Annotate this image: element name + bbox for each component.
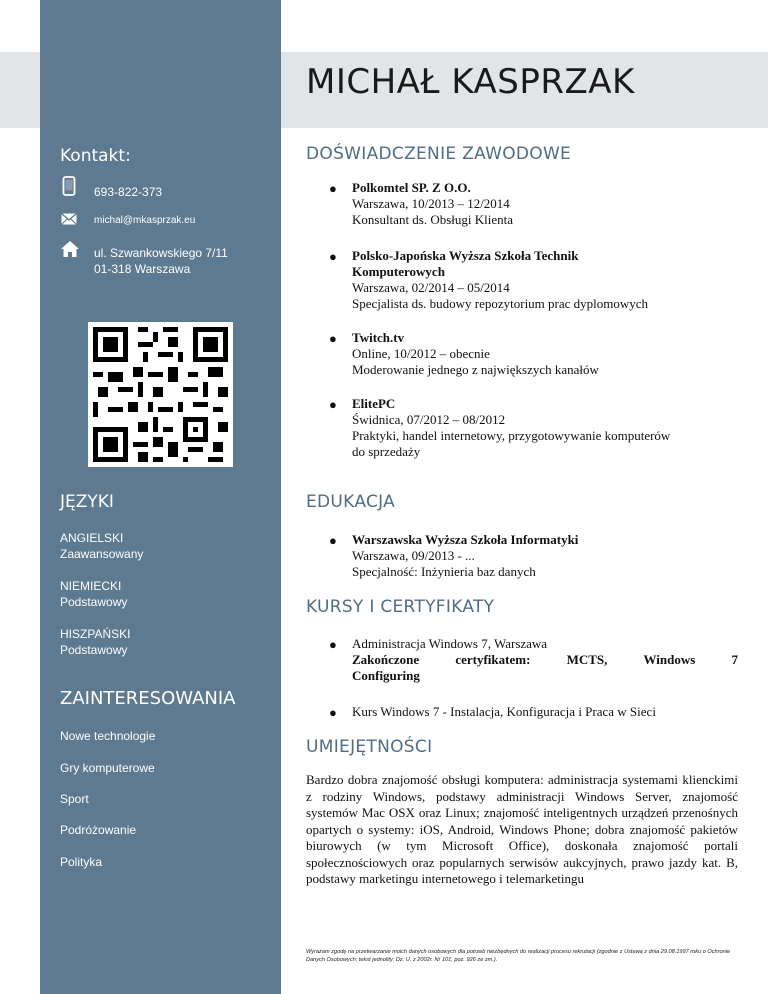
course-title: Kurs Windows 7 - Instalacja, Konfiguracja i Praca w Sieci [352,704,656,719]
language-name: ANGIELSKI [60,531,124,545]
job-role: Praktyki, handel internetowy, przygotowywanie komputerów [352,428,671,443]
consent-clause: Wyrażam zgodę na przetwarzanie moich danych osobowych dla potrzeb niezbędnych do realizacji procesu rekrutacji (zgodnie z Ustawą z dnia 29.08.1997 roku o Ochronie Danych Osobowych; tekst jednolity: Dz. U. z 2002r. Nr 101, poz. 926 ze zm.). [306,949,731,963]
company-name: Polkomtel SP. Z O.O. [352,180,471,195]
language-level: Zaawansowany [60,547,144,561]
address-line-1: ul. Szwankowskiego 7/11 [94,246,228,260]
skills-heading: UMIEJĘTNOŚCI [306,737,433,757]
envelope-icon [61,213,77,225]
bullet: ● [329,331,337,346]
cert-word: Windows [643,652,696,667]
email-text: michal@mkasprzak.eu [94,215,196,226]
courses-heading: KURSY I CERTYFIKATY [306,597,495,617]
languages-heading: JĘZYKI [60,492,114,512]
experience-item [352,396,738,460]
bullet: ● [329,705,337,720]
course-certificate-cont: Configuring [352,668,420,683]
bullet: ● [329,249,337,264]
job-meta: Warszawa, 02/2014 – 05/2014 [352,280,510,295]
job-meta: Warszawa, 10/2013 – 12/2014 [352,196,510,211]
experience-item [352,248,738,312]
school-name: Warszawska Wyższa Szkoła Informatyki [352,532,579,547]
job-role: Konsultant ds. Obsługi Klienta [352,212,514,227]
home-icon [60,240,80,258]
language-level: Podstawowy [60,595,128,609]
cert-word: Zakończone [352,652,420,667]
company-name: Polsko-Japońska Wyższa Szkoła Technik [352,248,579,263]
job-meta: Świdnica, 07/2012 – 08/2012 [352,412,506,427]
education-item [352,532,738,580]
company-name: ElitePC [352,396,396,411]
interest-item: Podróżowanie [60,823,137,837]
qr-code [88,322,233,467]
education-heading: EDUKACJA [306,492,396,512]
phone-text: 693-822-373 [94,185,163,199]
course-title: Administracja Windows 7, Warszawa [352,636,548,651]
interests-heading: ZAINTERESOWANIA [60,688,236,709]
bullet: ● [329,181,337,196]
phone-icon [62,176,76,196]
language-level: Podstawowy [60,643,128,657]
interest-item: Sport [60,792,89,806]
interest-item: Gry komputerowe [60,761,155,775]
job-role: Moderowanie jednego z największych kanałów [352,362,599,377]
course-item [352,636,738,684]
contact-heading: Kontakt: [60,146,131,166]
job-role: do sprzedaży [352,444,421,459]
experience-item [352,180,738,228]
bullet: ● [329,397,337,412]
school-specialty: Specjalność: Inżynieria baz danych [352,564,536,579]
experience-heading: DOŚWIADCZENIE ZAWODOWE [306,144,572,164]
school-meta: Warszawa, 09/2013 - ... [352,548,475,563]
skills-paragraph: Bardzo dobra znajomość obsługi komputera: administracja systemami klienckimi z rodziny Windows, podstawy administracji Windows Server, znajomość systemów Mac OSX oraz Linux; znajomość inteligentnych urządzeń przenośnych opartych o systemy: iOS, Android, Windows Phone; dobra znajomość pakietów biurowych (w tym Microsoft Office), doskonała znajomość portali społecznościowych oraz popularnych serwisów aukcyjnych, prawo jazdy kat. B, podstawy marketingu internetowego i telemarketingu [306,772,738,886]
company-name: Twitch.tv [352,330,405,345]
experience-item [352,330,738,378]
job-role: Specjalista ds. budowy repozytorium prac dyplomowych [352,296,649,311]
bullet: ● [329,637,337,652]
language-name: HISZPAŃSKI [60,627,131,641]
cert-word: 7 [731,652,738,667]
company-name: Komputerowych [352,264,445,279]
language-name: NIEMIECKI [60,579,122,593]
course-item [352,704,738,720]
job-meta: Online, 10/2012 – obecnie [352,346,490,361]
bullet: ● [329,533,337,548]
cert-word: certyfikatem: [455,652,531,667]
interest-item: Nowe technologie [60,729,156,743]
interest-item: Polityka [60,855,103,869]
address-line-2: 01-318 Warszawa [94,262,191,276]
course-certificate [352,652,738,668]
cert-word: MCTS, [566,652,608,667]
page-title: MICHAŁ KASPRZAK [306,62,635,102]
